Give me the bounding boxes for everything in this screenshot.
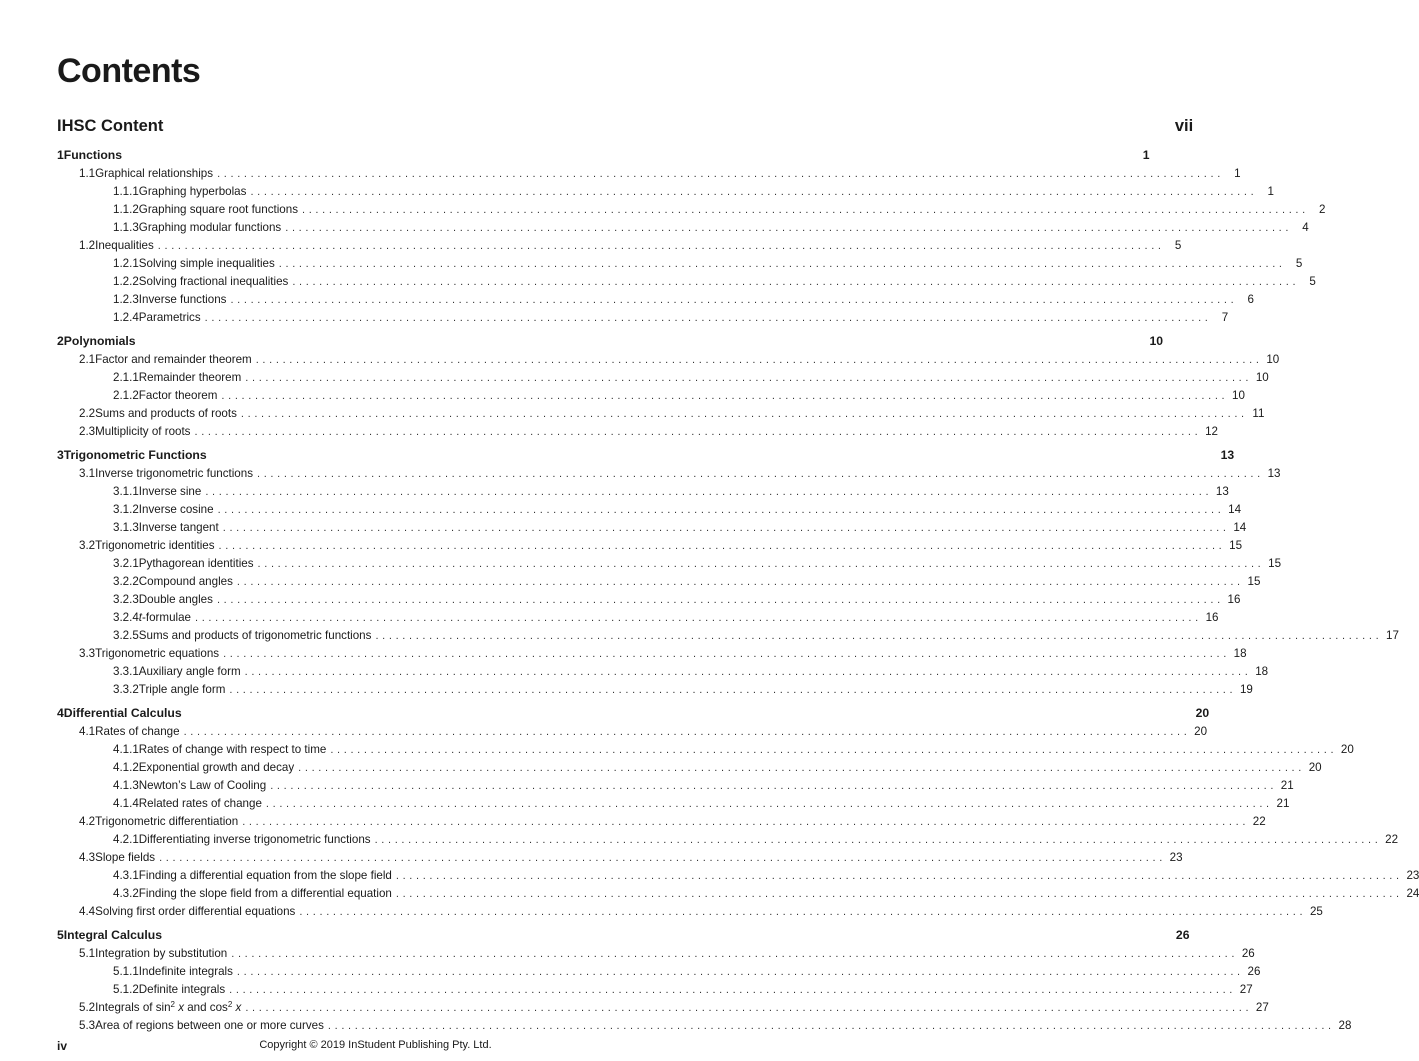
toc-entry-title[interactable]: Rates of change	[95, 725, 180, 738]
dot-leader: . . . . . . . . . . . . . . . . . . . . . . . . . . . . . . . . . . . . . . . . . . . . . . . . . . . . . . . . . . . . . . . . . . . . . . . . . . . . . . . . . . . . . . . . . . . . . . . . . . . . . . . . . . . . . . . . . . . . . . . . . . . . . . . . . . . . . . . . . . . . . . . . . . . . . .	[157, 240, 1162, 252]
dot-leader: . . . . . . . . . . . . . . . . . . . . . . . . . . . . . . . . . . . . . . . . . . . . . . . . . . . . . . . . . . . . . . . . . . . . . . . . . . . . . . . . . . . . . . . . . . . . . . . . . . . . . . . . . . . . . . . . . . . . . . . . . . . . . . . . . . . . . . . . . . . . . . . . . . . . . .	[257, 468, 1261, 480]
toc-entry-page[interactable]: 4	[1302, 221, 1309, 234]
toc-entry-page[interactable]: 5	[1295, 257, 1303, 270]
dot-leader: . . . . . . . . . . . . . . . . . . . . . . . . . . . . . . . . . . . . . . . . . . . . . . . . . . . . . . . . . . . . . . . . . . . . . . . . . . . . . . . . . . . . . . . . . . . . . . . . . . . . . . . . . . . . . . . . . . . . . . . . . . . . . . . . . . . . . . . . . . . . . . . . . . . . . .	[217, 168, 1221, 180]
toc-entry-title[interactable]: Functions	[63, 148, 123, 162]
dot-leader: . . . . . . . . . . . . . . . . . . . . . . . . . . . . . . . . . . . . . . . . . . . . . . . . . . . . . . . . . . . . . . . . . . . . . . . . . . . . . . . . . . . . . . . . . . . . . . . . . . . . . . . . . . . . . . . . . . . . . . . . . . . . . . . . . . . . . . . . . . . . . . . . . . . . . .	[205, 486, 1209, 498]
toc-entry-sec[interactable]	[57, 467, 1281, 485]
dot-leader: . . . . . . . . . . . . . . . . . . . . . . . . . . . . . . . . . . . . . . . . . . . . . . . . . . . . . . . . . . . . . . . . . . . . . . . . . . . . . . . . . . . . . . . . . . . . . . . . . . . . . . . . . . . . . . . . . . . . . . . . . . . . . . . . . . . . . . . . . . . . . . . . . . . . . .	[250, 186, 1254, 198]
toc-entry-number: 4.3.2	[113, 887, 139, 900]
toc-entry-page[interactable]: 13	[1215, 485, 1229, 498]
toc-entry-chap[interactable]	[57, 448, 1235, 467]
toc-entry-title[interactable]: Polynomials	[63, 334, 136, 348]
toc-entry-page[interactable]: 16	[1227, 593, 1241, 606]
toc-entry-sec[interactable]	[57, 905, 1323, 923]
table-of-contents	[57, 117, 1419, 1037]
toc-entry-sec[interactable]	[57, 407, 1265, 425]
toc-entry-title[interactable]: Related rates of change	[138, 797, 262, 810]
toc-entry-title[interactable]: Parametrics	[138, 311, 201, 324]
toc-entry-number: 4.3.1	[113, 869, 139, 882]
toc-entry-chap[interactable]	[57, 706, 1210, 725]
toc-entry-number: 4	[57, 706, 64, 720]
toc-entry-chap[interactable]	[57, 334, 1164, 353]
toc-entry-sec[interactable]	[57, 647, 1247, 665]
toc-entry-sub[interactable]	[57, 983, 1253, 1001]
toc-entry-sub[interactable]	[57, 275, 1316, 293]
toc-entry-sub[interactable]	[57, 557, 1282, 575]
toc-entry-number: 1.1.1	[113, 185, 139, 198]
dot-leader: . . . . . . . . . . . . . . . . . . . . . . . . . . . . . . . . . . . . . . . . . . . . . . . . . . . . . . . . . . . . . . . . . . . . . . . . . . . . . . . . . . . . . . . . . . . . . . . . . . . . . . . . . . . . . . . . . . . . . . . . . . . . . . . . . . . . . . . . . . . . . . . . . . . . . .	[204, 312, 1209, 324]
toc-entry-number: 3.1	[79, 467, 96, 480]
toc-entry-page[interactable]: 13	[1267, 467, 1281, 480]
toc-entry-title[interactable]: Sums and products of roots	[95, 407, 237, 420]
toc-entry-page[interactable]: 23	[1406, 869, 1419, 882]
toc-entry-sec[interactable]	[57, 1000, 1269, 1019]
toc-entry-number: 3.1.3	[113, 521, 139, 534]
toc-entry-title[interactable]: Factor theorem	[138, 389, 218, 402]
toc-entry-title[interactable]: Area of regions between one or more curves	[95, 1019, 324, 1032]
dot-leader: . . . . . . . . . . . . . . . . . . . . . . . . . . . . . . . . . . . . . . . . . . . . . . . . . . . . . . . . . . . . . . . . . . . . . . . . . . . . . . . . . . . . . . . . . . . . . . . . . . . . . . . . . . . . . . . . . . . . . . . . . . . . . . . . . . . . . . . . . . . . . . . . . . . . . .	[330, 744, 1334, 756]
toc-entry-sub[interactable]	[57, 665, 1269, 683]
dot-leader: . . . . . . . . . . . . . . . . . . . . . . . . . . . . . . . . . . . . . . . . . . . . . . . . . . . . . . . . . . . . . . . . . . . . . . . . . . . . . . . . . . . . . . . . . . . . . . . . . . . . . . . . . . . . . . . . . . . . . . . . . . . . . . . . . . . . . . . . . . . . . . . . . . . . . .	[242, 816, 1246, 828]
toc-entry-page[interactable]: 26	[1175, 928, 1190, 942]
toc-entry-sub[interactable]	[57, 683, 1253, 701]
toc-entry-sub[interactable]	[57, 389, 1245, 407]
toc-entry-number: 1	[57, 148, 64, 162]
toc-entry-sub[interactable]	[57, 611, 1219, 629]
toc-entry-page[interactable]: 20	[1194, 725, 1208, 738]
toc-entry-number: 2.2	[79, 407, 96, 420]
dot-leader: . . . . . . . . . . . . . . . . . . . . . . . . . . . . . . . . . . . . . . . . . . . . . . . . . . . . . . . . . . . . . . . . . . . . . . . . . . . . . . . . . . . . . . . . . . . . . . . . . . . . . . . . . . . . . . . . . . . . . . . . . . . . . . . . . . . . . . . . . . . . . . . . . . . . . .	[245, 372, 1249, 384]
toc-entry-sec[interactable]	[57, 815, 1266, 833]
toc-entry-page[interactable]: 1	[1234, 167, 1241, 180]
toc-entry-page[interactable]: 5	[1174, 239, 1182, 252]
dot-leader: . . . . . . . . . . . . . . . . . . . . . . . . . . . . . . . . . . . . . . . . . . . . . . . . . . . . . . . . . . . . . . . . . . . . . . . . . . . . . . . . . . . . . . . . . . . . . . . . . . . . . . . . . . . . . . . . . . . . . . . . . . . . . . . . . . . . . . . . . . . . . . . . . . . . . .	[240, 408, 1245, 420]
toc-entry-page[interactable]: 10	[1149, 334, 1164, 348]
toc-entry-page[interactable]: 18	[1255, 665, 1269, 678]
toc-entry-sub[interactable]	[57, 521, 1247, 539]
dot-leader: . . . . . . . . . . . . . . . . . . . . . . . . . . . . . . . . . . . . . . . . . . . . . . . . . . . . . . . . . . . . . . . . . . . . . . . . . . . . . . . . . . . . . . . . . . . . . . . . . . . . . . . . . . . . . . . . . . . . . . . . . . . . . . . . . . . . . . . . . . . . . . . . . . . . . .	[218, 540, 1223, 552]
dot-leader: . . . . . . . . . . . . . . . . . . . . . . . . . . . . . . . . . . . . . . . . . . . . . . . . . . . . . . . . . . . . . . . . . . . . . . . . . . . . . . . . . . . . . . . . . . . . . . . . . . . . . . . . . . . . . . . . . . . . . . . . . . . . . . . . . . . . . . . . . . . . . . . . . . . . . .	[374, 834, 1379, 846]
toc-entry-sub[interactable]	[57, 185, 1274, 203]
toc-entry-number: 3.3.1	[113, 665, 139, 678]
toc-entry-number: 1.2	[79, 239, 96, 252]
toc-entry-title[interactable]: Finding the slope field from a differential equation	[138, 887, 392, 900]
toc-entry-title[interactable]: Finding a differential equation from the slope field	[138, 869, 392, 882]
toc-entry-number: 4.3	[79, 851, 96, 864]
dot-leader: . . . . . . . . . . . . . . . . . . . . . . . . . . . . . . . . . . . . . . . . . . . . . . . . . . . . . . . . . . . . . . . . . . . . . . . . . . . . . . . . . . . . . . . . . . . . . . . . . . . . . . . . . . . . . . . . . . . . . . . . . . . . . . . . . . . . . . . . . . . . . . . . . . . . . .	[255, 354, 1260, 366]
toc-entry-title[interactable]: Auxiliary angle form	[138, 665, 241, 678]
toc-entry-title[interactable]: Trigonometric differentiation	[95, 815, 239, 828]
page-footer	[57, 1039, 694, 1055]
toc-entry-title[interactable]: Integration by substitution	[95, 947, 228, 960]
dot-leader: . . . . . . . . . . . . . . . . . . . . . . . . . . . . . . . . . . . . . . . . . . . . . . . . . . . . . . . . . . . . . . . . . . . . . . . . . . . . . . . . . . . . . . . . . . . . . . . . . . . . . . . . . . . . . . . . . . . . . . . . . . . . . . . . . . . . . . . . . . . . . . . . . . . . . .	[298, 762, 1302, 774]
toc-entry-number: 3.2	[79, 539, 96, 552]
toc-entry-number: 5.1.2	[113, 983, 139, 996]
dot-leader: . . . . . . . . . . . . . . . . . . . . . . . . . . . . . . . . . . . . . . . . . . . . . . . . . . . . . . . . . . . . . . . . . . . . . . . . . . . . . . . . . . . . . . . . . . . . . . . . . . . . . . . . . . . . . . . . . . . . . . . . . . . . . . . . . . . . . . . . . . . . . . . . . . . . . .	[216, 594, 1221, 606]
toc-entry-sub[interactable]	[57, 257, 1303, 275]
toc-entry-number: 1.1	[79, 167, 96, 180]
toc-entry-page[interactable]: 14	[1233, 521, 1247, 534]
toc-entry-title[interactable]: Rates of change with respect to time	[138, 743, 327, 756]
toc-entry-number: 3	[57, 448, 64, 462]
toc-entry-page[interactable]: 16	[1205, 611, 1219, 624]
toc-entry-page[interactable]: 2	[1319, 203, 1326, 216]
toc-entry-page[interactable]: 22	[1385, 833, 1399, 846]
toc-entry-title[interactable]: Solving simple inequalities	[138, 257, 275, 270]
toc-entry-page[interactable]: 17	[1386, 629, 1399, 642]
toc-entry-title[interactable]: Graphing square root functions	[138, 203, 298, 216]
toc-entry-sec[interactable]	[57, 1019, 1352, 1037]
toc-entry-number: 3.2.4	[113, 611, 139, 624]
toc-entry-title[interactable]: Graphical relationships	[95, 167, 214, 180]
dot-leader: . . . . . . . . . . . . . . . . . . . . . . . . . . . . . . . . . . . . . . . . . . . . . . . . . . . . . . . . . . . . . . . . . . . . . . . . . . . . . . . . . . . . . . . . . . . . . . . . . . . . . . . . . . . . . . . . . . . . . . . . . . . . . . . . . . . . . . . . . . . . . . . . . . . . . .	[270, 780, 1274, 792]
toc-entry-page[interactable]: 12	[1205, 425, 1218, 438]
toc-entry-sub[interactable]	[57, 743, 1354, 761]
toc-entry-title[interactable]: Compound angles	[138, 575, 233, 588]
toc-entry-number: 4.4	[79, 905, 96, 918]
toc-entry-sub[interactable]	[57, 293, 1254, 311]
toc-entry-sec[interactable]	[57, 725, 1208, 743]
toc-entry-sec[interactable]	[57, 353, 1280, 371]
toc-entry-page[interactable]: 22	[1252, 815, 1266, 828]
toc-entry-title[interactable]: Integrals of $\sin^2 x$ and $\cos^2 x$	[95, 1000, 242, 1014]
toc-entry-number: 1.2.2	[113, 275, 139, 288]
toc-entry-page[interactable]: 27	[1239, 983, 1253, 996]
toc-entry-sub[interactable]	[57, 575, 1261, 593]
dot-leader: . . . . . . . . . . . . . . . . . . . . . . . . . . . . . . . . . . . . . . . . . . . . . . . . . . . . . . . . . . . . . . . . . . . . . . . . . . . . . . . . . . . . . . . . . . . . . . . . . . . . . . . . . . . . . . . . . . . . . . . . . . . . . . . . . . . . . . . . . . . . . . . . . . . . . .	[395, 870, 1400, 882]
toc-entry-page[interactable]: 25	[1309, 905, 1323, 918]
toc-entry-number: 5	[57, 928, 64, 942]
toc-entry-page[interactable]: 10	[1266, 353, 1280, 366]
toc-entry-title[interactable]: Trigonometric identities	[95, 539, 215, 552]
dot-leader: . . . . . . . . . . . . . . . . . . . . . . . . . . . . . . . . . . . . . . . . . . . . . . . . . . . . . . . . . . . . . . . . . . . . . . . . . . . . . . . . . . . . . . . . . . . . . . . . . . . . . . . . . . . . . . . . . . . . . . . . . . . . . . . . . . . . . . . . . . . . . . . . . . . . . .	[217, 504, 1222, 516]
toc-entry-title[interactable]: Differential Calculus	[63, 706, 182, 720]
toc-entry-title[interactable]: Exponential growth and decay	[138, 761, 295, 774]
toc-entry-page[interactable]: 21	[1280, 779, 1294, 792]
toc-entry-sec[interactable]	[57, 851, 1183, 869]
toc-entry-number: 1.1.3	[113, 221, 139, 234]
toc-entry-title[interactable]: Inverse tangent	[138, 521, 219, 534]
toc-entry-title[interactable]: Differentiating inverse trigonometric functions	[138, 833, 371, 846]
toc-entry-title[interactable]: Multiplicity of roots	[95, 425, 191, 438]
toc-entry-sec[interactable]	[57, 539, 1243, 557]
toc-entry-number: 4.2.1	[113, 833, 139, 846]
toc-entry-title[interactable]: Indefinite integrals	[138, 965, 233, 978]
toc-entry-sub[interactable]	[57, 833, 1399, 851]
toc-entry-title[interactable]: Sums and products of trigonometric functions	[138, 629, 372, 642]
toc-entry-title[interactable]: Graphing hyperbolas	[138, 185, 247, 198]
toc-entry-title[interactable]: Double angles	[138, 593, 213, 606]
dot-leader: . . . . . . . . . . . . . . . . . . . . . . . . . . . . . . . . . . . . . . . . . . . . . . . . . . . . . . . . . . . . . . . . . . . . . . . . . . . . . . . . . . . . . . . . . . . . . . . . . . . . . . . . . . . . . . . . . . . . . . . . . . . . . . . . . . . . . . . . . . . . . . . . . . . . . .	[183, 726, 1188, 738]
toc-entry-number: 3.1.2	[113, 503, 139, 516]
toc-entry-title[interactable]: Triple angle form	[138, 683, 226, 696]
toc-entry-chap[interactable]	[57, 148, 1150, 167]
toc-entry-page[interactable]: 26	[1247, 965, 1261, 978]
toc-entry-page[interactable]: 6	[1247, 293, 1254, 306]
toc-entry-sub[interactable]	[57, 797, 1290, 815]
toc-entry-page[interactable]: 15	[1229, 539, 1243, 552]
toc-entry-page[interactable]: 20	[1308, 761, 1322, 774]
toc-entry-page[interactable]: 23	[1169, 851, 1183, 864]
toc-entry-number: 3.2.1	[113, 557, 139, 570]
toc-entry-title[interactable]: Factor and remainder theorem	[95, 353, 252, 366]
toc-entry-title[interactable]: Solving fractional inequalities	[138, 275, 289, 288]
toc-entry-page[interactable]: 26	[1241, 947, 1255, 960]
toc-entry-number: 3.2.3	[113, 593, 139, 606]
dot-leader: . . . . . . . . . . . . . . . . . . . . . . . . . . . . . . . . . . . . . . . . . . . . . . . . . . . . . . . . . . . . . . . . . . . . . . . . . . . . . . . . . . . . . . . . . . . . . . . . . . . . . . . . . . . . . . . . . . . . . . . . . . . . . . . . . . . . . . . . . . . . . . . . . . . . . .	[302, 204, 1306, 216]
toc-entry-sub[interactable]	[57, 503, 1242, 521]
toc-entry-sub[interactable]	[57, 593, 1241, 611]
toc-entry-sec[interactable]	[57, 947, 1255, 965]
dot-leader: . . . . . . . . . . . . . . . . . . . . . . . . . . . . . . . . . . . . . . . . . . . . . . . . . . . . . . . . . . . . . . . . . . . . . . . . . . . . . . . . . . . . . . . . . . . . . . . . . . . . . . . . . . . . . . . . . . . . . . . . . . . . . . . . . . . . . . . . . . . . . . . . . . . . . .	[299, 906, 1303, 918]
toc-entry-page[interactable]: 20	[1340, 743, 1354, 756]
toc-entry-title[interactable]: Inequalities	[95, 239, 154, 252]
dot-leader: . . . . . . . . . . . . . . . . . . . . . . . . . . . . . . . . . . . . . . . . . . . . . . . . . . . . . . . . . . . . . . . . . . . . . . . . . . . . . . . . . . . . . . . . . . . . . . . . . . . . . . . . . . . . . . . . . . . . . . . . . . . . . . . . . . . . . . . . . . . . . . . . . . . . . .	[257, 558, 1262, 570]
dot-leader: . . . . . . . . . . . . . . . . . . . . . . . . . . . . . . . . . . . . . . . . . . . . . . . . . . . . . . . . . . . . . . . . . . . . . . . . . . . . . . . . . . . . . . . . . . . . . . . . . . . . . . . . . . . . . . . . . . . . . . . . . . . . . . . . . . . . . . . . . . . . . . . . . . . . . .	[278, 258, 1283, 270]
page-title: Contents	[57, 52, 201, 90]
toc-entry-title[interactable]: t-formulae	[138, 611, 191, 624]
toc-entry-title[interactable]: Newton’s Law of Cooling	[138, 779, 267, 792]
toc-entry-sub[interactable]	[57, 965, 1261, 983]
toc-entry-title[interactable]: Inverse sine	[138, 485, 202, 498]
dot-leader: . . . . . . . . . . . . . . . . . . . . . . . . . . . . . . . . . . . . . . . . . . . . . . . . . . . . . . . . . . . . . . . . . . . . . . . . . . . . . . . . . . . . . . . . . . . . . . . . . . . . . . . . . . . . . . . . . . . . . . . . . . . . . . . . . . . . . . . . . . . . . . . . . . . . . .	[395, 888, 1400, 900]
toc-entry-number: 2.1.1	[113, 371, 139, 384]
toc-entry-sub[interactable]	[57, 311, 1229, 329]
toc-entry-page[interactable]: 19	[1239, 683, 1253, 696]
toc-entry-number: 3.3.2	[113, 683, 139, 696]
toc-entry-number: 5.1	[79, 947, 96, 960]
toc-entry-page[interactable]: 1	[1142, 148, 1150, 162]
toc-entry-sec[interactable]	[57, 425, 1218, 443]
toc-entry-number: 2.1	[79, 353, 96, 366]
toc-entry-number: 3.2.2	[113, 575, 139, 588]
toc-entry-page[interactable]: 13	[1220, 448, 1235, 462]
toc-entry-page[interactable]: 15	[1247, 575, 1261, 588]
toc-entry-title[interactable]: Solving first order differential equations	[95, 905, 296, 918]
toc-entry-title[interactable]: Slope fields	[95, 851, 156, 864]
dot-leader: . . . . . . . . . . . . . . . . . . . . . . . . . . . . . . . . . . . . . . . . . . . . . . . . . . . . . . . . . . . . . . . . . . . . . . . . . . . . . . . . . . . . . . . . . . . . . . . . . . . . . . . . . . . . . . . . . . . . . . . . . . . . . . . . . . . . . . . . . . . . . . . . . . . . . .	[292, 276, 1296, 288]
toc-entry-number: 4.1	[79, 725, 96, 738]
dot-leader: . . . . . . . . . . . . . . . . . . . . . . . . . . . . . . . . . . . . . . . . . . . . . . . . . . . . . . . . . . . . . . . . . . . . . . . . . . . . . . . . . . . . . . . . . . . . . . . . . . . . . . . . . . . . . . . . . . . . . . . . . . . . . . . . . . . . . . . . . . . . . . . . . . . . . .	[195, 612, 1199, 624]
toc-entry-title[interactable]: HSC Content	[61, 117, 164, 135]
toc-entry-page[interactable]: 5	[1309, 275, 1316, 288]
toc-entry-page[interactable]: 14	[1228, 503, 1242, 516]
toc-entry-number: 3.1.1	[113, 485, 139, 498]
dot-leader: . . . . . . . . . . . . . . . . . . . . . . . . . . . . . . . . . . . . . . . . . . . . . . . . . . . . . . . . . . . . . . . . . . . . . . . . . . . . . . . . . . . . . . . . . . . . . . . . . . . . . . . . . . . . . . . . . . . . . . . . . . . . . . . . . . . . . . . . . . . . . . . . . . . . . .	[221, 390, 1225, 402]
toc-entry-title[interactable]: Integral Calculus	[63, 928, 162, 942]
toc-entry-title[interactable]: Pythagorean identities	[138, 557, 254, 570]
toc-entry-sub[interactable]	[57, 629, 1399, 647]
toc-entry-number: 3.3	[79, 647, 96, 660]
toc-entry-sub[interactable]	[57, 887, 1419, 905]
dot-leader: . . . . . . . . . . . . . . . . . . . . . . . . . . . . . . . . . . . . . . . . . . . . . . . . . . . . . . . . . . . . . . . . . . . . . . . . . . . . . . . . . . . . . . . . . . . . . . . . . . . . . . . . . . . . . . . . . . . . . . . . . . . . . . . . . . . . . . . . . . . . . . . . . . . . . .	[236, 576, 1241, 588]
toc-entry-number: 5.1.1	[113, 965, 139, 978]
toc-entry-sub[interactable]	[57, 869, 1419, 887]
toc-entry-title[interactable]: Inverse trigonometric functions	[95, 467, 253, 480]
toc-entry-page[interactable]: 27	[1255, 1001, 1269, 1014]
dot-leader: . . . . . . . . . . . . . . . . . . . . . . . . . . . . . . . . . . . . . . . . . . . . . . . . . . . . . . . . . . . . . . . . . . . . . . . . . . . . . . . . . . . . . . . . . . . . . . . . . . . . . . . . . . . . . . . . . . . . . . . . . . . . . . . . . . . . . . . . . . . . . . . . . . . . . .	[244, 666, 1249, 678]
dot-leader: . . . . . . . . . . . . . . . . . . . . . . . . . . . . . . . . . . . . . . . . . . . . . . . . . . . . . . . . . . . . . . . . . . . . . . . . . . . . . . . . . . . . . . . . . . . . . . . . . . . . . . . . . . . . . . . . . . . . . . . . . . . . . . . . . . . . . . . . . . . . . . . . . . . . . .	[159, 852, 1163, 864]
toc-entry-title[interactable]: Remainder theorem	[138, 371, 242, 384]
dot-leader: . . . . . . . . . . . . . . . . . . . . . . . . . . . . . . . . . . . . . . . . . . . . . . . . . . . . . . . . . . . . . . . . . . . . . . . . . . . . . . . . . . . . . . . . . . . . . . . . . . . . . . . . . . . . . . . . . . . . . . . . . . . . . . . . . . . . . . . . . . . . . . . . . . . . . .	[231, 948, 1235, 960]
toc-entry-page[interactable]: 28	[1338, 1019, 1352, 1032]
toc-entry-number: 2.1.2	[113, 389, 139, 402]
dot-leader: . . . . . . . . . . . . . . . . . . . . . . . . . . . . . . . . . . . . . . . . . . . . . . . . . . . . . . . . . . . . . . . . . . . . . . . . . . . . . . . . . . . . . . . . . . . . . . . . . . . . . . . . . . . . . . . . . . . . . . . . . . . . . . . . . . . . . . . . . . . . . . . . . . . . . .	[236, 966, 1241, 978]
dot-leader: . . . . . . . . . . . . . . . . . . . . . . . . . . . . . . . . . . . . . . . . . . . . . . . . . . . . . . . . . . . . . . . . . . . . . . . . . . . . . . . . . . . . . . . . . . . . . . . . . . . . . . . . . . . . . . . . . . . . . . . . . . . . . . . . . . . . . . . . . . . . . . . . . . . . . .	[229, 984, 1233, 996]
toc-entry-number: 5.2	[79, 1001, 96, 1014]
toc-entry-title[interactable]: Definite integrals	[138, 983, 226, 996]
dot-leader: . . . . . . . . . . . . . . . . . . . . . . . . . . . . . . . . . . . . . . . . . . . . . . . . . . . . . . . . . . . . . . . . . . . . . . . . . . . . . . . . . . . . . . . . . . . . . . . . . . . . . . . . . . . . . . . . . . . . . . . . . . . . . . . . . . . . . . . . . . . . . . . . . . . . . .	[223, 648, 1227, 660]
toc-entry-sec[interactable]	[57, 167, 1241, 185]
toc-entry-number: 1.1.2	[113, 203, 139, 216]
toc-entry-page[interactable]: 15	[1268, 557, 1282, 570]
toc-entry-page[interactable]: 11	[1252, 407, 1265, 420]
toc-entry-sub[interactable]	[57, 485, 1229, 503]
toc-entry-number: 3.2.5	[113, 629, 139, 642]
toc-entry-page[interactable]: 10	[1232, 389, 1245, 402]
dot-leader: . . . . . . . . . . . . . . . . . . . . . . . . . . . . . . . . . . . . . . . . . . . . . . . . . . . . . . . . . . . . . . . . . . . . . . . . . . . . . . . . . . . . . . . . . . . . . . . . . . . . . . . . . . . . . . . . . . . . . . . . . . . . . . . . . . . . . . . . . . . . . . . . . . . . . .	[229, 684, 1233, 696]
toc-entry-chap[interactable]	[57, 928, 1190, 947]
dot-leader: . . . . . . . . . . . . . . . . . . . . . . . . . . . . . . . . . . . . . . . . . . . . . . . . . . . . . . . . . . . . . . . . . . . . . . . . . . . . . . . . . . . . . . . . . . . . . . . . . . . . . . . . . . . . . . . . . . . . . . . . . . . . . . . . . . . . . . . . . . . . . . . . . . . . . .	[327, 1020, 1332, 1032]
dot-leader: . . . . . . . . . . . . . . . . . . . . . . . . . . . . . . . . . . . . . . . . . . . . . . . . . . . . . . . . . . . . . . . . . . . . . . . . . . . . . . . . . . . . . . . . . . . . . . . . . . . . . . . . . . . . . . . . . . . . . . . . . . . . . . . . . . . . . . . . . . . . . . . . . . . . . .	[375, 630, 1379, 642]
toc-entry-title[interactable]: Inverse cosine	[138, 503, 214, 516]
footer-page-number: iv	[57, 1039, 68, 1053]
dot-leader: . . . . . . . . . . . . . . . . . . . . . . . . . . . . . . . . . . . . . . . . . . . . . . . . . . . . . . . . . . . . . . . . . . . . . . . . . . . . . . . . . . . . . . . . . . . . . . . . . . . . . . . . . . . . . . . . . . . . . . . . . . . . . . . . . . . . . . . . . . . . . . . . . . . . . .	[245, 1002, 1249, 1014]
toc-entry-number: 2	[57, 334, 64, 348]
toc-entry-page[interactable]: 1	[1267, 185, 1274, 198]
toc-entry-page[interactable]: 21	[1276, 797, 1290, 810]
toc-entry-sub[interactable]	[57, 221, 1309, 239]
toc-entry-sub[interactable]	[57, 371, 1269, 389]
dot-leader: . . . . . . . . . . . . . . . . . . . . . . . . . . . . . . . . . . . . . . . . . . . . . . . . . . . . . . . . . . . . . . . . . . . . . . . . . . . . . . . . . . . . . . . . . . . . . . . . . . . . . . . . . . . . . . . . . . . . . . . . . . . . . . . . . . . . . . . . . . . . . . . . . . . . . .	[265, 798, 1270, 810]
toc-entry-sec[interactable]	[57, 239, 1182, 257]
toc-entry-number: 1.2.3	[113, 293, 139, 306]
toc-entry-number: 2.3	[79, 425, 96, 438]
toc-entry-sub[interactable]	[57, 779, 1294, 797]
dot-leader: . . . . . . . . . . . . . . . . . . . . . . . . . . . . . . . . . . . . . . . . . . . . . . . . . . . . . . . . . . . . . . . . . . . . . . . . . . . . . . . . . . . . . . . . . . . . . . . . . . . . . . . . . . . . . . . . . . . . . . . . . . . . . . . . . . . . . . . . . . . . . . . . . . . . . .	[230, 294, 1234, 306]
dot-leader: . . . . . . . . . . . . . . . . . . . . . . . . . . . . . . . . . . . . . . . . . . . . . . . . . . . . . . . . . . . . . . . . . . . . . . . . . . . . . . . . . . . . . . . . . . . . . . . . . . . . . . . . . . . . . . . . . . . . . . . . . . . . . . . . . . . . . . . . . . . . . . . . . . . . . .	[285, 222, 1289, 234]
toc-entry-number: I	[57, 117, 62, 135]
toc-entry-number: 4.1.4	[113, 797, 139, 810]
toc-entry-number: 4.1.1	[113, 743, 139, 756]
toc-entry-page[interactable]: 10	[1255, 371, 1269, 384]
toc-entry-title[interactable]: Trigonometric equations	[95, 647, 220, 660]
toc-entry-title[interactable]: Trigonometric Functions	[63, 448, 207, 462]
toc-entry-sub[interactable]	[57, 761, 1322, 779]
toc-entry-part[interactable]	[57, 117, 1194, 143]
toc-entry-page[interactable]: vii	[1174, 117, 1194, 135]
toc-entry-page[interactable]: 18	[1233, 647, 1247, 660]
toc-entry-number: 4.2	[79, 815, 96, 828]
toc-entry-page[interactable]: 20	[1195, 706, 1210, 720]
toc-entry-number: 1.2.4	[113, 311, 139, 324]
toc-entry-title[interactable]: Inverse functions	[138, 293, 227, 306]
toc-entry-page[interactable]: 24	[1406, 887, 1419, 900]
toc-entry-page[interactable]: 7	[1221, 311, 1229, 324]
toc-entry-number: 4.1.3	[113, 779, 139, 792]
toc-entry-number: 4.1.2	[113, 761, 139, 774]
dot-leader: . . . . . . . . . . . . . . . . . . . . . . . . . . . . . . . . . . . . . . . . . . . . . . . . . . . . . . . . . . . . . . . . . . . . . . . . . . . . . . . . . . . . . . . . . . . . . . . . . . . . . . . . . . . . . . . . . . . . . . . . . . . . . . . . . . . . . . . . . . . . . . . . . . . . . .	[222, 522, 1227, 534]
footer-copyright: Copyright © 2019 InStudent Publishing Pty. Ltd.	[259, 1039, 492, 1051]
toc-entry-number: 1.2.1	[113, 257, 139, 270]
toc-entry-title[interactable]: Graphing modular functions	[138, 221, 282, 234]
toc-entry-number: 5.3	[79, 1019, 96, 1032]
toc-entry-sub[interactable]	[57, 203, 1326, 221]
dot-leader: . . . . . . . . . . . . . . . . . . . . . . . . . . . . . . . . . . . . . . . . . . . . . . . . . . . . . . . . . . . . . . . . . . . . . . . . . . . . . . . . . . . . . . . . . . . . . . . . . . . . . . . . . . . . . . . . . . . . . . . . . . . . . . . . . . . . . . . . . . . . . . . . . . . . . .	[194, 426, 1198, 438]
